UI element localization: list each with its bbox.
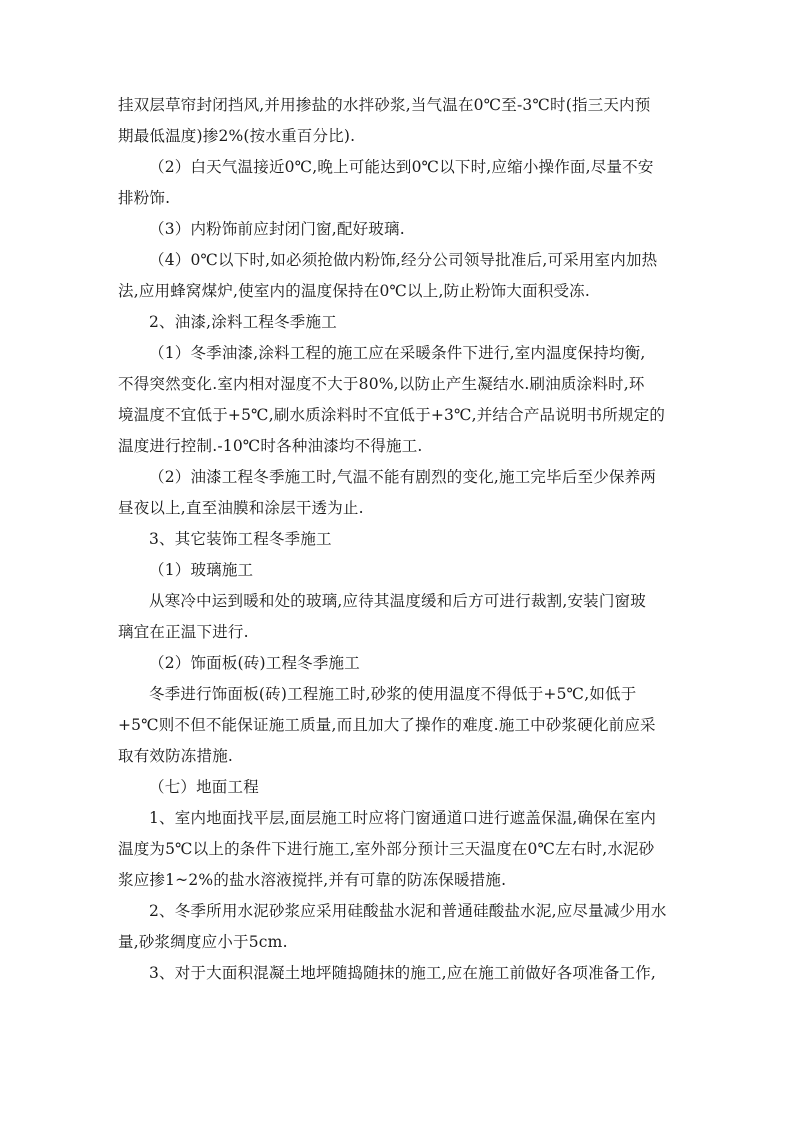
paragraph [118,586,678,648]
text-line: +5℃则不但不能保证施工质量,而且加大了操作的难度.施工中砂浆硬化前应采 [118,716,656,734]
text-line: 昼夜以上,直至油膜和涂层干透为止. [118,499,364,517]
text-line: （2）白天气温接近0℃,晚上可能达到0℃以下时,应缩小操作面,尽量不安 [149,158,654,176]
paragraph [118,338,678,462]
paragraph [118,245,678,307]
paragraph [118,152,678,214]
paragraph [118,90,678,152]
text-line: 境温度不宜低于+5℃,刷水质涂料时不宜低于+3℃,并结合产品说明书所规定的 [118,406,666,424]
text-line: （七）地面工程 [149,778,259,796]
text-line: 冬季进行饰面板(砖)工程施工时,砂浆的使用温度不得低于+5℃,如低于 [149,685,637,703]
paragraph [118,462,678,524]
text-line: 取有效防冻措施. [118,747,234,765]
text-line: （1）冬季油漆,涂料工程的施工应在采暖条件下进行,室内温度保持均衡, [149,344,646,362]
text-line: 2、冬季所用水泥砂浆应采用硅酸盐水泥和普通硅酸盐水泥,应尽量减少用水 [149,902,667,920]
text-line: 1、室内地面找平层,面层施工时应将门窗通道口进行遮盖保温,确保在室内 [149,809,657,827]
text-line: 量,砂浆绸度应小于5cm. [118,933,288,951]
text-line: 温度进行控制.-10℃时各种油漆均不得施工. [118,437,423,455]
text-line: 从寒冷中运到暖和处的玻璃,应待其温度缓和后方可进行裁割,安装门窗玻 [149,592,646,610]
text-line: 2、油漆,涂料工程冬季施工 [149,313,337,331]
paragraph [118,524,678,555]
text-line: 3、对于大面积混凝土地坪随捣随抹的施工,应在施工前做好各项准备工作, [149,964,657,982]
text-line: 期最低温度)掺2%(按水重百分比). [118,127,356,145]
text-line: 挂双层草帘封闭挡风,并用掺盐的水拌砂浆,当气温在0℃至-3℃时(指三天内预 [118,96,651,114]
paragraph [118,214,678,245]
text-line: 温度为5℃以上的条件下进行施工,室外部分预计三天温度在0℃左右时,水泥砂 [118,840,655,858]
text-line: 排粉饰. [118,189,171,207]
paragraph [118,958,678,989]
text-line: （4）0℃以下时,如必须抢做内粉饰,经分公司领导批准后,可采用室内加热 [149,251,658,269]
text-line: （2）油漆工程冬季施工时,气温不能有剧烈的变化,施工完毕后至少保养两 [149,468,657,486]
text-line: 不得突然变化.室内相对湿度不大于80%,以防止产生凝结水.刷油质涂料时,环 [118,375,645,393]
text-line: 璃宜在正温下进行. [118,623,249,641]
text-line: 3、其它装饰工程冬季施工 [149,530,332,548]
text-line: 法,应用蜂窝煤炉,使室内的温度保持在0℃以上,防止粉饰大面积受冻. [118,282,591,300]
paragraph [118,555,678,586]
paragraph [118,896,678,958]
paragraph [118,803,678,896]
paragraph [118,772,678,803]
text-line: （2）饰面板(砖)工程冬季施工 [149,654,360,672]
text-line: （1）玻璃施工 [149,561,254,579]
text-line: （3）内粉饰前应封闭门窗,配好玻璃. [149,220,405,238]
document-body [118,90,678,989]
text-line: 浆应掺1~2%的盐水溶液搅拌,并有可靠的防冻保暖措施. [118,871,507,889]
paragraph [118,307,678,338]
paragraph [118,679,678,772]
paragraph [118,648,678,679]
